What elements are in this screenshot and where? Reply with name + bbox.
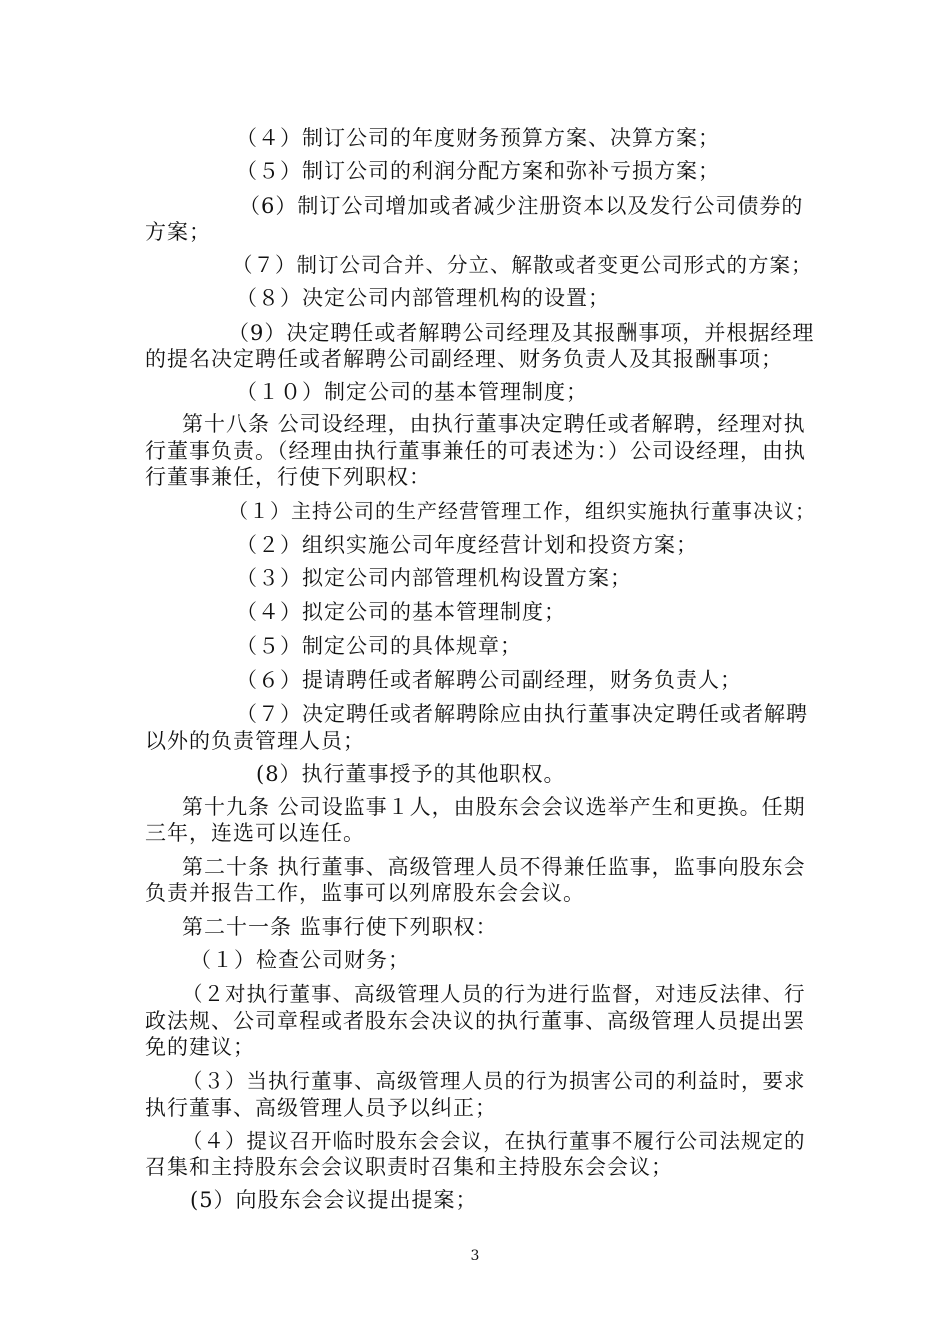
text-line: 第二十一条 监事行使下列职权： (182, 915, 498, 939)
text-line: （２对执行董事、高级管理人员的行为进行监督，对违反法律、行 (182, 982, 806, 1006)
text-line: 三年，连选可以连任。 (145, 821, 365, 845)
text-line: 以外的负责管理人员； (145, 729, 365, 753)
text-line: （５）制订公司的利润分配方案和弥补亏损方案； (236, 159, 720, 183)
text-line: （３）当执行董事、高级管理人员的行为损害公司的利益时，要求 (182, 1069, 806, 1093)
text-line: (5）向股东会会议提出提案； (190, 1188, 478, 1212)
text-line: (8）执行董事授予的其他职权。 (256, 762, 566, 786)
text-line: 召集和主持股东会会议职责时召集和主持股东会会议； (145, 1155, 673, 1179)
text-line: （１）主持公司的生产经营管理工作，组织实施执行董事决议； (228, 499, 816, 523)
text-line: 负责并报告工作，监事可以列席股东会会议。 (145, 881, 585, 905)
text-line: 执行董事、高级管理人员予以纠正； (145, 1096, 497, 1120)
text-line: 免的建议； (145, 1035, 255, 1059)
text-line: （１）检查公司财务； (190, 948, 410, 972)
text-line: （４）提议召开临时股东会会议，在执行董事不履行公司法规定的 (182, 1129, 806, 1153)
text-line: 第十八条 公司设经理，由执行董事决定聘任或者解聘，经理对执 (182, 412, 806, 436)
text-line: （８）决定公司内部管理机构的设置； (236, 286, 610, 310)
text-line: 行董事兼任，行使下列职权： (145, 465, 431, 489)
text-line: （６）提请聘任或者解聘公司副经理，财务负责人； (236, 668, 742, 692)
text-line: 第二十条 执行董事、高级管理人员不得兼任监事，监事向股东会 (182, 855, 806, 879)
text-line: （１０）制定公司的基本管理制度； (236, 380, 588, 404)
text-line: 的提名决定聘任或者解聘公司副经理、财务负责人及其报酬事项； (145, 347, 783, 371)
page-number: 3 (470, 1248, 480, 1264)
text-line: （７）决定聘任或者解聘除应由执行董事决定聘任或者解聘 (236, 702, 808, 726)
text-line: （７）制订公司合并、分立、解散或者变更公司形式的方案； (232, 253, 813, 277)
text-line: （6）制订公司增加或者减少注册资本以及发行公司债券的 (239, 194, 804, 218)
text-line: （４）拟定公司的基本管理制度； (236, 600, 566, 624)
text-line: 第十九条 公司设监事１人，由股东会会议选举产生和更换。任期 (182, 795, 806, 819)
text-line: （５）制定公司的具体规章； (236, 634, 522, 658)
text-line: （４）制订公司的年度财务预算方案、决算方案； (236, 126, 720, 150)
text-line: 行董事负责。（经理由执行董事兼任的可表述为：）公司设经理，由执 (145, 439, 806, 463)
text-line: （３）拟定公司内部管理机构设置方案； (236, 566, 632, 590)
text-line: 政法规、公司章程或者股东会决议的执行董事、高级管理人员提出罢 (145, 1009, 805, 1033)
text-line: （２）组织实施公司年度经营计划和投资方案； (236, 533, 698, 557)
text-line: 方案； (145, 220, 211, 244)
text-line: （9）决定聘任或者解聘公司经理及其报酬事项，并根据经理 (228, 321, 815, 345)
